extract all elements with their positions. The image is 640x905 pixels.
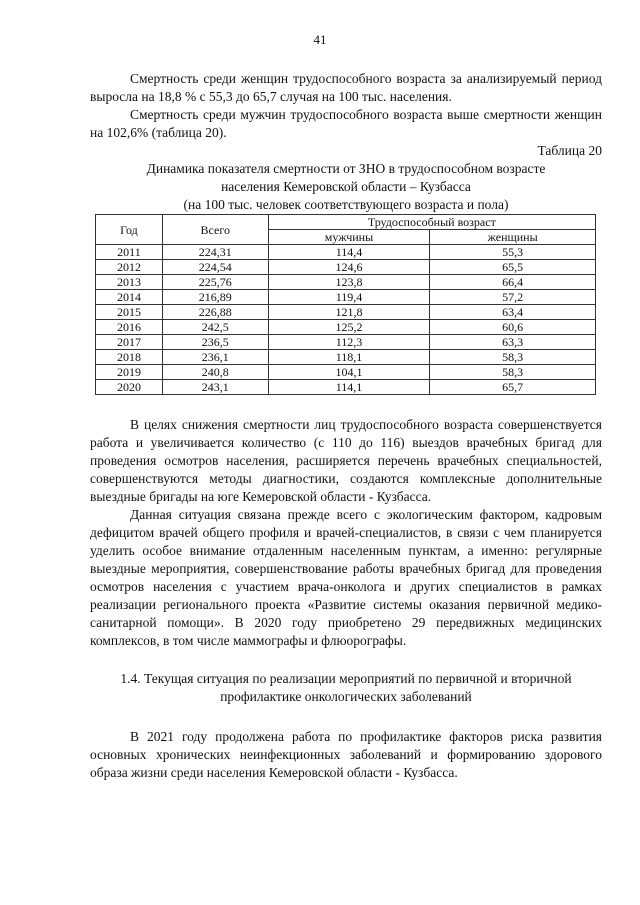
- cell-year: 2019: [96, 365, 163, 380]
- table-row: [96, 350, 596, 365]
- cell-women: 58,3: [430, 365, 596, 380]
- header-men: мужчины: [268, 230, 430, 245]
- body-paragraph: Данная ситуация связана прежде всего с экологическим фактором, кадровым дефицитом врачей общего профиля и врачей-специалистов, в связи с чем планируется уделить особое внимание отдаленным населенным пунктам, а именно: регулярные выездные мероприятия, совершенствование работы врачебных бригад для проведения осмотров населения с участием врача-онколога и других специалистов в рамках реализации регионального проекта «Развитие системы оказания первичной медико-санитарной помощи». В 2020 году приобретено 29 передвижных медицинских комплексов, в том числе маммографы и флюорографы.: [90, 507, 602, 648]
- cell-men: 118,1: [268, 350, 430, 365]
- cell-women: 63,4: [430, 305, 596, 320]
- cell-men: 124,6: [268, 260, 430, 275]
- table-title-line: населения Кемеровской области – Кузбасса: [221, 179, 471, 194]
- page-number: 41: [313, 32, 327, 47]
- cell-men: 123,8: [268, 275, 430, 290]
- cell-year: 2020: [96, 380, 163, 395]
- cell-men: 121,8: [268, 305, 430, 320]
- table-body: [96, 245, 596, 395]
- cell-men: 114,4: [268, 245, 430, 260]
- cell-total: 243,1: [162, 380, 268, 395]
- table-row: [96, 305, 596, 320]
- table-row: [96, 245, 596, 260]
- table-row: [96, 260, 596, 275]
- cell-year: 2013: [96, 275, 163, 290]
- cell-year: 2016: [96, 320, 163, 335]
- cell-year: 2012: [96, 260, 163, 275]
- cell-men: 104,1: [268, 365, 430, 380]
- cell-total: 240,8: [162, 365, 268, 380]
- table-row: [96, 320, 596, 335]
- intro-paragraph: Смертность среди мужчин трудоспособного возраста выше смертности женщин на 102,6% (таблица 20).: [90, 107, 602, 140]
- cell-total: 236,5: [162, 335, 268, 350]
- cell-women: 55,3: [430, 245, 596, 260]
- cell-women: 57,2: [430, 290, 596, 305]
- cell-year: 2017: [96, 335, 163, 350]
- cell-women: 65,7: [430, 380, 596, 395]
- table-row: [96, 290, 596, 305]
- cell-total: 225,76: [162, 275, 268, 290]
- cell-women: 60,6: [430, 320, 596, 335]
- cell-year: 2011: [96, 245, 163, 260]
- cell-men: 114,1: [268, 380, 430, 395]
- cell-total: 226,88: [162, 305, 268, 320]
- table-title-line: (на 100 тыс. человек соответствующего возраста и пола): [183, 197, 509, 212]
- closing-paragraph: В 2021 году продолжена работа по профилактике факторов риска развития основных хронических неинфекционных заболеваний и формированию здорового образа жизни среди населения Кемеровской области - Кузбасса.: [90, 729, 602, 780]
- cell-men: 125,2: [268, 320, 430, 335]
- cell-year: 2014: [96, 290, 163, 305]
- header-year: Год: [96, 215, 163, 245]
- table-row: [96, 365, 596, 380]
- cell-men: 112,3: [268, 335, 430, 350]
- cell-year: 2018: [96, 350, 163, 365]
- cell-men: 119,4: [268, 290, 430, 305]
- cell-total: 236,1: [162, 350, 268, 365]
- page-content: [90, 70, 602, 782]
- table-row: [96, 380, 596, 395]
- cell-total: 224,31: [162, 245, 268, 260]
- cell-women: 58,3: [430, 350, 596, 365]
- cell-total: 224,54: [162, 260, 268, 275]
- cell-women: 66,4: [430, 275, 596, 290]
- cell-women: 63,3: [430, 335, 596, 350]
- table-row: [96, 275, 596, 290]
- cell-women: 65,5: [430, 260, 596, 275]
- body-paragraph: В целях снижения смертности лиц трудоспособного возраста совершенствуется работа и увеличивается количество (с 110 до 116) выездов врачебных бригад для проведения осмотров населения, расширяется перечень врачебных специальностей, совершенствуются методы диагностики, создаются комплексные дополнительные выездные бригады на юге Кемеровской области - Кузбасса.: [90, 417, 602, 504]
- intro-paragraph: Смертность среди женщин трудоспособного возраста за анализируемый период выросла на 18,8 % с 55,3 до 65,7 случая на 100 тыс. населения.: [90, 71, 602, 104]
- cell-year: 2015: [96, 305, 163, 320]
- header-total: Всего: [162, 215, 268, 245]
- cell-total: 216,89: [162, 290, 268, 305]
- table-title-line: Динамика показателя смертности от ЗНО в трудоспособном возрасте: [146, 161, 546, 176]
- table-label: Таблица 20: [537, 143, 602, 158]
- mortality-table: [95, 214, 596, 395]
- header-working-age: Трудоспособный возраст: [268, 215, 595, 230]
- table-row: [96, 335, 596, 350]
- cell-total: 242,5: [162, 320, 268, 335]
- header-women: женщины: [430, 230, 596, 245]
- section-heading: 1.4. Текущая ситуация по реализации мероприятий по первичной и вторичной профилактике онкологических заболеваний: [120, 671, 572, 704]
